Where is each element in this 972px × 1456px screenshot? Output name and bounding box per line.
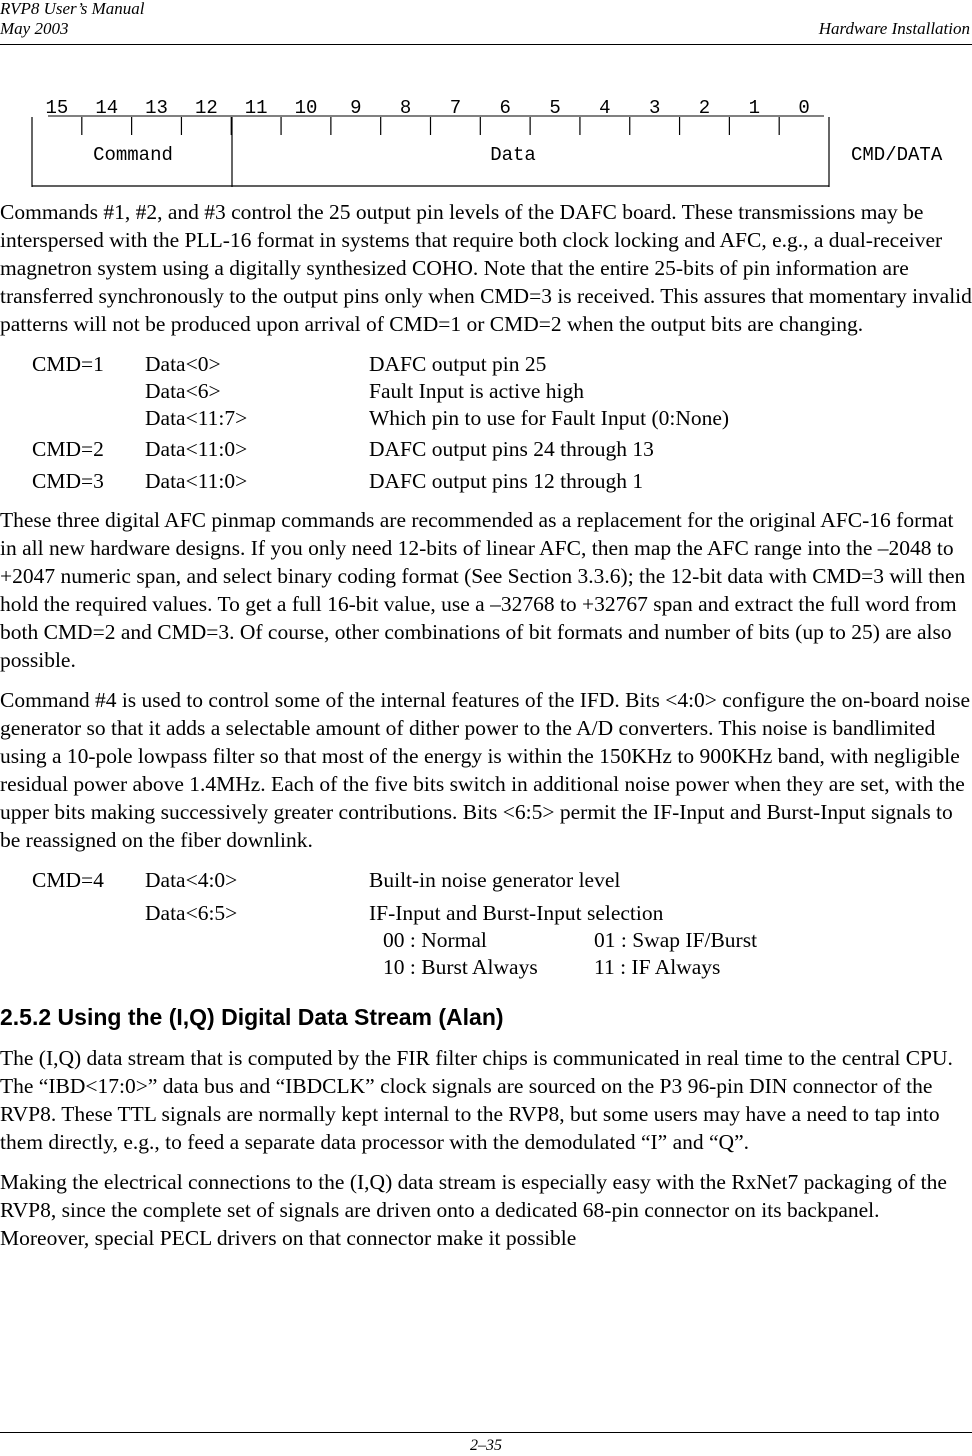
desc-cell: DAFC output pin 25 bbox=[369, 352, 547, 376]
paragraph-iq-stream: The (I,Q) data stream that is computed by the FIR filter chips is communicated in real time to the central CPU. The “IBD<17:0>” data bus and “IBDCLK” clock signals are sourced on the P3 96-pin DIN connector of the RVP8. These TTL signals are normally kept internal to the RVP8, but some users may have a need to tap into them directly, e.g., to feed a separate data processor with the demodulated “I” and “Q”. bbox=[0, 1046, 953, 1154]
bit-number: 0 bbox=[798, 97, 810, 119]
page-body bbox=[0, 198, 972, 1264]
bit-number: 10 bbox=[294, 97, 318, 119]
section-title: Hardware Installation bbox=[818, 19, 970, 38]
bit-number: 13 bbox=[145, 97, 168, 119]
table-row bbox=[0, 350, 972, 377]
table-row bbox=[0, 435, 972, 467]
page-footer bbox=[0, 1432, 972, 1454]
table-row bbox=[0, 467, 972, 494]
desc-cell: IF-Input and Burst-Input selection bbox=[369, 901, 664, 925]
command-field-label: Command bbox=[93, 144, 173, 166]
desc-cell: Fault Input is active high bbox=[369, 379, 584, 403]
bit-number: 1 bbox=[748, 97, 760, 119]
bit-number: 3 bbox=[648, 97, 661, 119]
page-number: 2–35 bbox=[470, 1437, 502, 1454]
bit-number: 12 bbox=[194, 97, 218, 119]
table-row bbox=[0, 866, 972, 899]
command4-table bbox=[0, 866, 972, 980]
option-00: 00 : Normal bbox=[383, 928, 487, 952]
cmd-cell: CMD=4 bbox=[32, 868, 104, 892]
bit-number: 7 bbox=[449, 97, 462, 119]
desc-cell: DAFC output pins 12 through 1 bbox=[369, 469, 644, 493]
field-cell: Data<6:5> bbox=[145, 901, 238, 925]
bit-number: 8 bbox=[399, 97, 412, 119]
table-row bbox=[0, 377, 972, 404]
bit-number: 4 bbox=[599, 97, 611, 119]
manual-date: May 2003 bbox=[0, 19, 69, 38]
bit-number: 6 bbox=[499, 97, 511, 119]
field-cell: Data<11:0> bbox=[145, 437, 248, 461]
field-cell: Data<11:0> bbox=[145, 469, 248, 493]
desc-cell: Which pin to use for Fault Input (0:None) bbox=[369, 406, 730, 430]
bit-number: 11 bbox=[244, 97, 268, 119]
cmd-cell: CMD=2 bbox=[32, 437, 104, 461]
bit-number: 15 bbox=[45, 97, 69, 119]
dafc-command-table bbox=[0, 350, 972, 494]
cmd-cell: CMD=1 bbox=[32, 352, 104, 376]
field-cell: Data<11:7> bbox=[145, 406, 248, 430]
bit-number: 14 bbox=[95, 97, 119, 119]
table-row bbox=[0, 899, 972, 926]
option-01: 01 : Swap IF/Burst bbox=[594, 928, 758, 952]
table-row bbox=[0, 926, 972, 953]
option-11: 11 : IF Always bbox=[594, 955, 721, 979]
desc-cell: DAFC output pins 24 through 13 bbox=[369, 437, 654, 461]
desc-cell: Built-in noise generator level bbox=[369, 868, 621, 892]
table-row bbox=[0, 953, 972, 980]
bit-number: 2 bbox=[698, 97, 711, 119]
table-row bbox=[0, 404, 972, 435]
paragraph-pinmap: These three digital AFC pinmap commands are recommended as a replacement for the original AFC-16 format in all new hardware designs. If you only need 12-bits of linear AFC, then map the AFC range into the –2048 to +2047 numeric span, and select binary coding format (See Section 3.3.6); the 12-bit data with CMD=3 will then hold the required values. To get a full 16-bit value, use a –32768 to +32767 span and extract the full word from both CMD=2 and CMD=3. Of course, other combinations of bit formats and number of bits (up to 25) are also possible. bbox=[0, 508, 966, 672]
paragraph-rxnet7: Making the electrical connections to the (I,Q) data stream is especially easy with the RxNet7 packaging of the RVP8, since the complete set of signals are driven onto a dedicated 68-pin connector on its backpanel. Moreover, special PECL drivers on that connector make it possible bbox=[0, 1170, 947, 1250]
page-header bbox=[0, 0, 972, 45]
bit-number: 5 bbox=[549, 97, 561, 119]
field-cell: Data<4:0> bbox=[145, 868, 238, 892]
bit-field-diagram bbox=[0, 95, 972, 195]
cmd-cell: CMD=3 bbox=[32, 469, 104, 493]
bit-number: 9 bbox=[350, 97, 362, 119]
cmd-data-label: CMD/DATA bbox=[851, 144, 943, 166]
paragraph-dafc-commands: Commands #1, #2, and #3 control the 25 output pin levels of the DAFC board. These transmissions may be interspersed with the PLL-16 format in systems that require both clock locking and AFC, e.g., a dual-receiver magnetron system using a digitally synthesized COHO. Note that the entire 25-bits of pin information are transferred synchronously to the output pins only when CMD=3 is received. This assures that momentary invalid patterns will not be produced upon arrival of CMD=1 or CMD=2 when the output bits are changing. bbox=[0, 200, 972, 336]
field-cell: Data<0> bbox=[145, 352, 221, 376]
section-heading: 2.5.2 Using the (I,Q) Digital Data Stream (Alan) bbox=[0, 1004, 504, 1030]
field-cell: Data<6> bbox=[145, 379, 221, 403]
data-field-label: Data bbox=[490, 144, 536, 166]
option-10: 10 : Burst Always bbox=[383, 955, 538, 979]
manual-title: RVP8 User’s Manual bbox=[0, 0, 145, 18]
paragraph-command4: Command #4 is used to control some of the internal features of the IFD. Bits <4:0> configure the on-board noise generator so that it adds a selectable amount of dither power to the A/D converters. This noise is bandlimited using a 10-pole lowpass filter so that most of the energy is within the 150KHz to 900KHz band, with negligible residual power above 1.4MHz. Each of the five bits switch in additional noise power when they are set, with the upper bits making successively greater contributions. Bits <6:5> permit the IF-Input and Burst-Input signals to be reassigned on the fiber downlink. bbox=[0, 688, 971, 852]
